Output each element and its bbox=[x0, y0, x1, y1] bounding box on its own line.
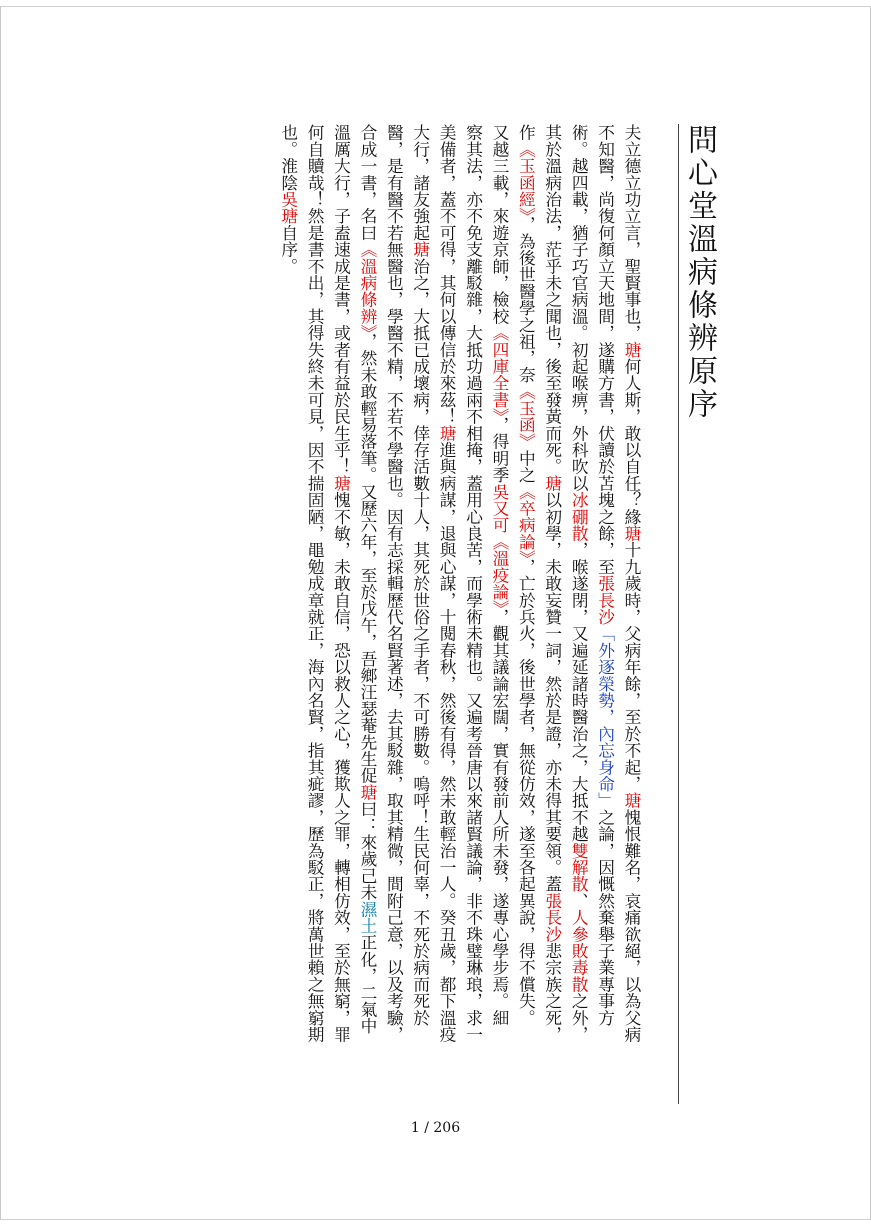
highlighted-term: 瑭 bbox=[410, 240, 431, 258]
text-run: 夫立德立功立言，聖賢事也， bbox=[622, 124, 642, 342]
text-column bbox=[275, 124, 301, 1104]
text-run: 曰：來歲己未 bbox=[357, 800, 378, 901]
text-column bbox=[355, 124, 381, 1104]
text-column bbox=[592, 124, 618, 1104]
highlighted-term: 「外逐榮勢，內忘身命」 bbox=[595, 625, 616, 809]
text-run: 又越三載，來遊京師，檢校 bbox=[489, 124, 510, 325]
text-column bbox=[381, 124, 407, 1104]
text-run: 美備者，蓋不可得，其何以傳信於來茲！ bbox=[437, 124, 458, 425]
highlighted-term: 瑭 bbox=[542, 474, 563, 492]
text-run: 醫，是有醫不若無醫也，學醫不精，不若不學醫也。因有志採輯歷代名賢著述，去其駁雜，取其精微，間附己意，以及考驗， bbox=[384, 124, 405, 1043]
text-column bbox=[539, 124, 565, 1104]
text-column bbox=[302, 124, 328, 1104]
highlighted-term: 張長沙 bbox=[595, 574, 616, 626]
text-column bbox=[328, 124, 354, 1104]
highlighted-term: 吳又可 bbox=[489, 483, 510, 534]
text-run: 以初學，未敢妄贊一詞，然於是證，亦未得其要領。蓋 bbox=[542, 491, 563, 893]
highlighted-term: 瑭 bbox=[331, 474, 352, 492]
highlighted-term: 瑭 bbox=[622, 341, 642, 358]
text-run: 悲宗族之死， bbox=[542, 942, 563, 1043]
text-column bbox=[407, 124, 433, 1104]
text-run: 溫厲大行，子盍速成是書，或者有益於民生乎！ bbox=[331, 124, 352, 475]
highlighted-term: 瑭 bbox=[622, 792, 642, 809]
text-run: 作 bbox=[516, 124, 537, 141]
highlighted-term: 《溫病條辨》 bbox=[357, 240, 378, 333]
text-column bbox=[434, 124, 460, 1104]
highlighted-term: 《玉函》 bbox=[516, 382, 537, 450]
title-divider bbox=[678, 124, 679, 1104]
highlighted-term: 《四庫全書》 bbox=[489, 324, 510, 417]
highlighted-term: 張長沙 bbox=[542, 892, 563, 943]
preface-body bbox=[278, 124, 645, 1104]
page-title: 問心堂溫病條辨原序 bbox=[682, 124, 717, 421]
text-column bbox=[487, 124, 513, 1104]
highlighted-term: 冰硼散 bbox=[569, 491, 590, 542]
text-run: 察其法，亦不免支離駁雜，大抵功過兩不相掩，蓋用心良苦，而學術未精也。又遍考晉唐以來諸賢議論，非不珠璧琳琅，求一 bbox=[463, 124, 484, 1043]
text-column bbox=[619, 124, 645, 1104]
text-run: ，喉遂閉，又遍延諸時醫治之，大抵不越 bbox=[569, 541, 590, 843]
text-column bbox=[460, 124, 486, 1104]
highlighted-term: 濕土 bbox=[357, 900, 378, 934]
text-run: 之外， bbox=[569, 992, 590, 1043]
highlighted-term: 人參敗毒散 bbox=[569, 908, 590, 993]
text-run: 術。越四載，猶子巧官病溫。初起喉痹，外科吹以 bbox=[569, 124, 590, 492]
text-run: ，得明季 bbox=[489, 416, 510, 484]
text-run: 大行，諸友強起 bbox=[410, 124, 431, 241]
text-run: 治之，大抵已成壞病，倖存活數十人，其死於世俗之手者，不可勝數。嗚呼！生民何辜，不死於病而死於 bbox=[410, 257, 431, 1026]
highlighted-term: 瑭 bbox=[357, 783, 378, 801]
text-run: 正化，二氣中 bbox=[357, 933, 378, 1035]
highlighted-term: 《卒病論》 bbox=[516, 483, 537, 559]
text-run: 何自贖哉！然是書不出，其得失終未可見，因不揣固陋，黽勉成章就正，海內名賢，指其疵謬，歷為駁正，將萬世賴之無窮期 bbox=[305, 124, 326, 1043]
highlighted-term: 《溫疫論》 bbox=[489, 533, 510, 609]
text-run: ，然未敢輕易落筆。又歷六年，至於戊午，吾鄉汪瑟菴先生促 bbox=[357, 332, 378, 784]
text-run: 自序。 bbox=[278, 224, 299, 275]
highlighted-term: 《玉函經》 bbox=[516, 140, 537, 216]
text-run: 其於溫病治法，茫乎未之聞也，後至發黃而死。 bbox=[542, 124, 563, 475]
text-run: 何人斯，敢以自任？緣 bbox=[622, 357, 642, 525]
text-run: ，為後世醫學之祖，奈 bbox=[516, 215, 537, 383]
text-run: ，觀其議論宏闊，實有發前人所未發，遂專心學步焉。細 bbox=[489, 608, 510, 1026]
text-run: 進與病謀，退與心謀，十閱春秋，然後有得，然未敢輕治一人。癸丑歲，都下溫疫 bbox=[437, 441, 458, 1043]
text-run: 愧恨難名，哀痛欲絕，以為父病 bbox=[622, 808, 642, 1043]
text-run: 十九歲時，父病年餘，至於不起， bbox=[622, 541, 642, 793]
text-run: ，亡於兵火，後世學者，無從仿效，遂至各起異說，得不償失。 bbox=[516, 558, 537, 1026]
text-column bbox=[513, 124, 539, 1104]
text-run: 合成一書，名曰 bbox=[357, 124, 378, 241]
text-run: 也。淮陰 bbox=[278, 124, 299, 191]
highlighted-term: 雙解散 bbox=[569, 842, 590, 893]
text-run: 不知醫，尚復何顏立天地間，遂購方書，伏讀於苫塊之餘，至 bbox=[595, 124, 616, 575]
text-run: 愧不敏，未敢自信，恐以救人之心，獲欺人之罪，轉相仿效，至於無窮，罪 bbox=[331, 491, 352, 1043]
text-run: 之論，因慨然棄舉子業專事方 bbox=[595, 808, 616, 1026]
highlighted-term: 瑭 bbox=[437, 424, 458, 442]
highlighted-term: 瑭 bbox=[622, 524, 642, 542]
text-run: 中之 bbox=[516, 449, 537, 484]
text-column bbox=[566, 124, 592, 1104]
page-indicator: 1 / 206 bbox=[410, 1120, 461, 1136]
highlighted-term: 吳瑭 bbox=[278, 190, 299, 225]
text-run: 、 bbox=[569, 892, 590, 909]
